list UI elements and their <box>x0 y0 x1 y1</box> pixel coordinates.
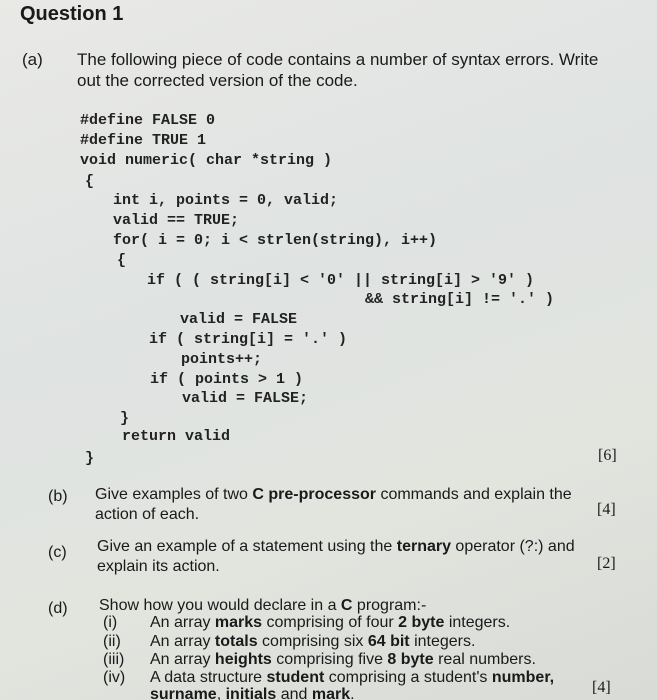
code-line: #define FALSE 0 <box>80 112 216 129</box>
item-number: (iv) <box>103 669 126 686</box>
part-a-marks: [6] <box>598 447 617 464</box>
code-line: void numeric( char *string ) <box>80 152 333 169</box>
code-line: && string[i] != '.' ) <box>365 291 555 308</box>
part-a-text: out the corrected version of the code. <box>77 71 358 90</box>
item-number: (i) <box>103 614 118 631</box>
list-item: An array totals comprising six 64 bit integers. <box>150 633 476 650</box>
part-b-text: Give examples of two C pre-processor commands and explain the <box>95 486 572 503</box>
question-title: Question 1 <box>20 3 124 25</box>
code-line: if ( points > 1 ) <box>150 371 304 388</box>
code-line: } <box>85 450 95 467</box>
code-line: int i, points = 0, valid; <box>113 192 339 209</box>
list-item: A data structure student comprising a student's number, <box>150 669 555 686</box>
part-b-text: action of each. <box>95 506 200 523</box>
list-item-continuation: surname, initials and mark. <box>150 686 355 700</box>
code-line: if ( string[i] = '.' ) <box>149 331 348 348</box>
part-b-marks: [4] <box>597 501 616 518</box>
part-d-marks: [4] <box>592 679 611 696</box>
item-number: (iii) <box>103 651 125 668</box>
part-d-text: Show how you would declare in a C program:- <box>99 597 427 614</box>
code-line: valid = FALSE <box>180 311 298 328</box>
code-line: return valid <box>122 428 231 445</box>
code-line: { <box>117 252 127 269</box>
list-item: An array heights comprising five 8 byte real numbers. <box>150 651 536 668</box>
code-line: { <box>85 173 95 190</box>
part-c-text: explain its action. <box>97 558 220 575</box>
part-b-label: (b) <box>48 488 68 505</box>
code-line: valid = FALSE; <box>182 390 309 407</box>
part-d-label: (d) <box>48 600 68 617</box>
part-c-marks: [2] <box>597 555 616 572</box>
code-line: valid == TRUE; <box>113 212 240 229</box>
part-c-label: (c) <box>48 544 67 561</box>
part-c-text: Give an example of a statement using the ternary operator (?:) and <box>97 538 575 555</box>
code-line: for( i = 0; i < strlen(string), i++) <box>113 232 438 249</box>
part-a-label: (a) <box>22 50 43 69</box>
code-line: } <box>120 410 130 427</box>
item-number: (ii) <box>103 633 121 650</box>
code-line: #define TRUE 1 <box>80 132 207 149</box>
part-a-text: The following piece of code contains a number of syntax errors. Write <box>77 50 599 69</box>
code-line: points++; <box>181 351 263 368</box>
code-line: if ( ( string[i] < '0' || string[i] > '9' ) <box>147 272 535 289</box>
list-item: An array marks comprising of four 2 byte integers. <box>150 614 511 631</box>
